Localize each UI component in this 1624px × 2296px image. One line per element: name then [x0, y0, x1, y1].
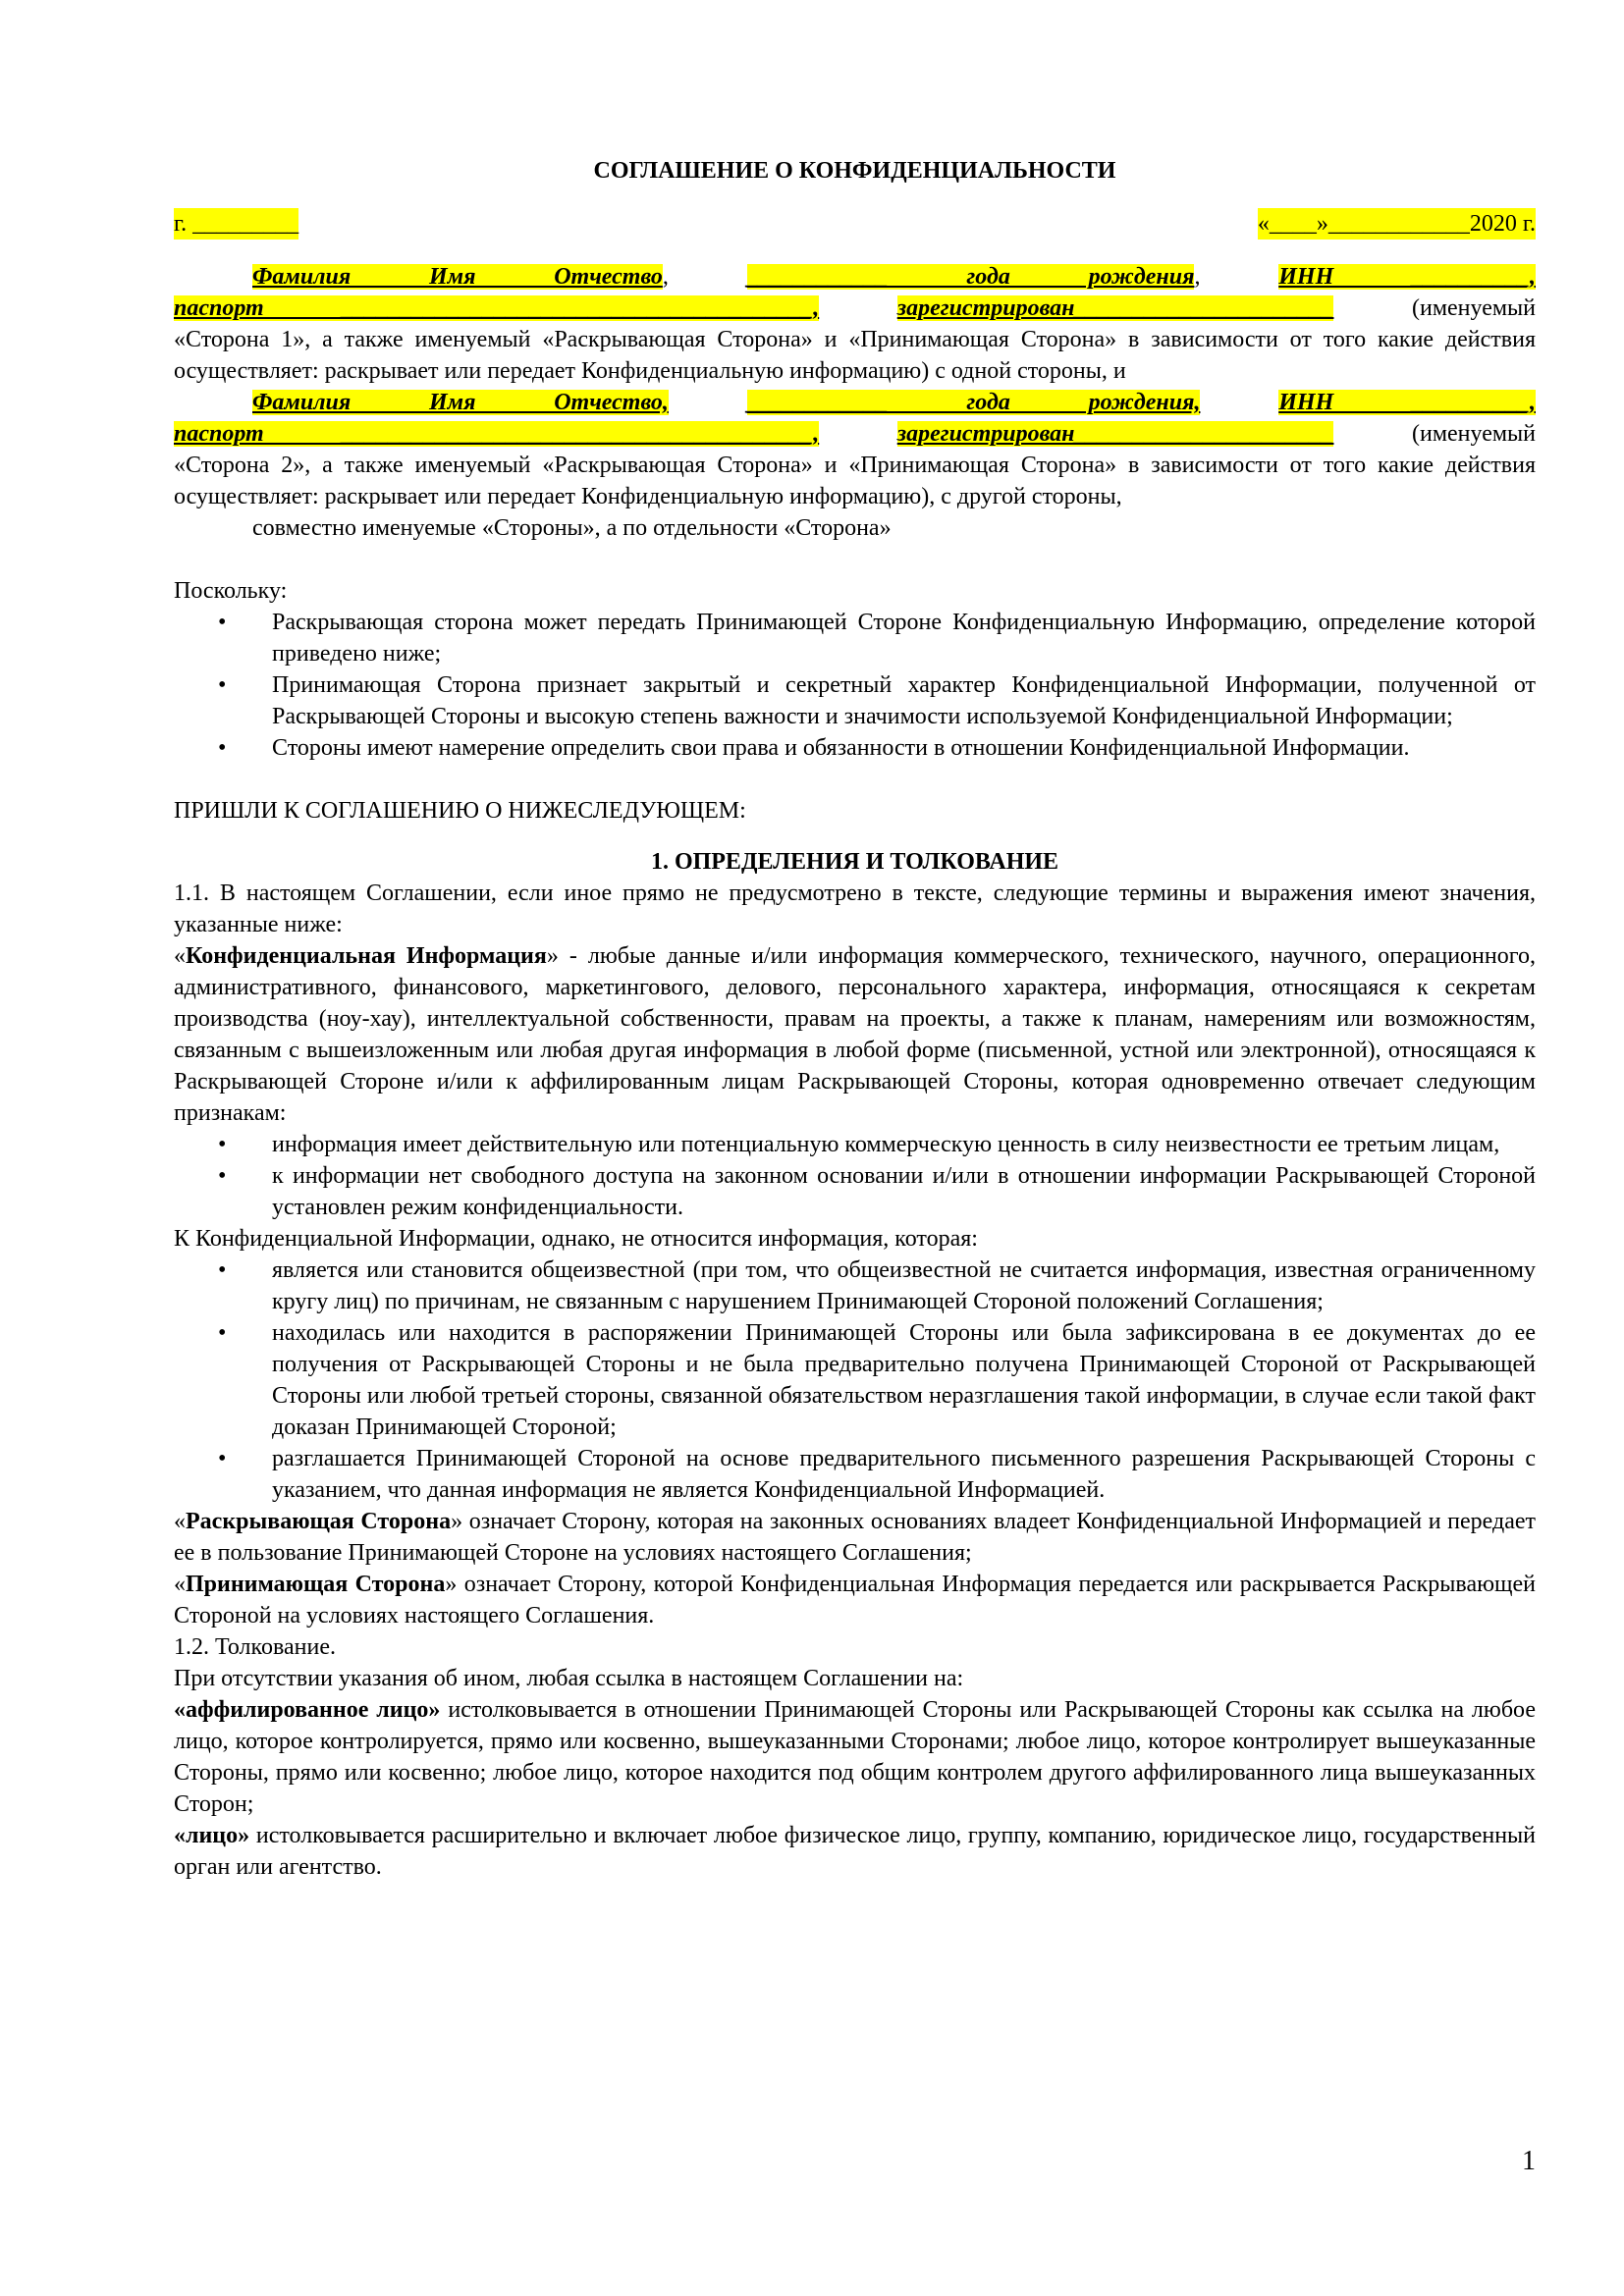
aff-def-text: истолковывается в отношении Принимающей Стороны или Раскрывающей Стороны как ссылка на любое лицо, которое контролируется, прямо или косвенно, вышеуказанными Сторонами; любое лицо, которое контролирует вышеуказанные Стороны, прямо или косвенно; любое лицо, которое находится под общим контролем другого аффилированного лица вышеуказанных Сторон;: [174, 1697, 1536, 1817]
party-1-role-start: (именуемый: [1411, 295, 1536, 321]
not-ci-list: [174, 1255, 1536, 1506]
party-2-role-start: (именуемый: [1411, 421, 1536, 447]
party-2-line-1: [174, 387, 1536, 418]
person-def-text: истолковывается расширительно и включает любое физическое лицо, группу, компанию, юридическое лицо, государственный орган или агентство.: [174, 1823, 1536, 1880]
not-ci-intro: К Конфиденциальной Информации, однако, не относится информация, которая:: [174, 1226, 978, 1252]
party-1-role-continuation: «Сторона 1», а также именуемый «Раскрывающая Сторона» и «Принимающая Сторона» в зависимости от того какие действия осуществляет: раскрывает или передает Конфиденциальную информацию) с одной стороны, и: [174, 327, 1536, 384]
person-definition: [174, 1820, 1536, 1883]
party-2-registered[interactable]: зарегистрирован______________________: [896, 421, 1334, 447]
party-1-inn[interactable]: ИНН __________,: [1278, 264, 1536, 290]
place-date-line: [174, 208, 1536, 240]
section-1-heading: 1. ОПРЕДЕЛЕНИЯ И ТОЛКОВАНИЕ: [650, 849, 1059, 875]
clause-1-2-intro: При отсутствии указания об ином, любая ссылка в настоящем Соглашении на:: [174, 1666, 964, 1691]
ds-term: Раскрывающая Сторона: [186, 1509, 452, 1534]
list-item: • Принимающая Сторона признает закрытый и секретный характер Конфиденциальной Информации, полученной от Раскрывающей Стороны и высокую степень важности и значимости используемой Конфиденциальной Информации;: [272, 669, 1536, 732]
list-item: • находилась или находится в распоряжении Принимающей Стороны или была зафиксирована в ее документах до ее получения от Раскрывающей Стороны и не была предварительно получена Принимающей Стороной от Раскрывающей Стороны или любой третьей стороны, связанной обязательством неразглашения такой информации, в случае если такой факт доказан Принимающей Стороной;: [272, 1317, 1536, 1443]
ci-def-text: - любые данные и/или информация коммерческого, технического, научного, операционного, административного, финансового, маркетингового, делового, персонального характера, информация, относящаяся к секретам производства (ноу-хау), интеллектуальной собственности, правам на проекты, а также к планам, намерениям или возможностям, связанным с вышеизложенным или любая другая информация в любой форме (письменной, устной или электронной), относящаяся к Раскрывающей Стороне и/или к аффилированным лицам Раскрывающей Стороны, которая одновременно отвечает следующим признакам:: [174, 943, 1536, 1126]
page-number: 1: [1522, 2146, 1536, 2176]
list-item: • разглашается Принимающей Стороной на основе предварительного письменного разрешения Раскрывающей Стороны с указанием, что данная информация не является Конфиденциальной Информацией.: [272, 1443, 1536, 1506]
whereas-list: [174, 607, 1536, 764]
party-1-birth-year[interactable]: ____________ года рождения: [746, 264, 1195, 290]
list-item: • Раскрывающая сторона может передать Принимающей Стороне Конфиденциальную Информацию, определение которой приведено ниже;: [272, 607, 1536, 669]
list-item: • является или становится общеизвестной (при том, что общеизвестной не считается информация, известная ограниченному кругу лиц) по причинам, не связанным с нарушением Принимающей Стороной положений Соглашения;: [272, 1255, 1536, 1317]
party-2-passport[interactable]: паспорт ________________________________________,: [174, 421, 820, 447]
date-field[interactable]: «____»____________2020 г.: [1258, 208, 1536, 240]
ci-signs-list: [174, 1129, 1536, 1223]
party-2-inn[interactable]: ИНН __________,: [1278, 390, 1536, 415]
affiliate-definition: [174, 1694, 1536, 1820]
receiving-party-definition: «Принимающая Сторона» означает Сторону, которой Конфиденциальная Информация передается или раскрывается Раскрывающей Стороной на условиях настоящего Соглашения.: [174, 1572, 1537, 1629]
party-1-line-2: [174, 293, 1536, 324]
jointly-named: совместно именуемые «Стороны», а по отдельности «Сторона»: [252, 515, 892, 541]
disclosing-party-definition: «Раскрывающая Сторона» означает Сторону, которая на законных основаниях владеет Конфиденциальной Информацией и передает ее в пользование Принимающей Стороне на условиях настоящего Соглашения;: [174, 1509, 1537, 1566]
person-term: «лицо»: [174, 1823, 250, 1848]
clause-1-1: 1.1. В настоящем Соглашении, если иное прямо не предусмотрено в тексте, следующие термины и выражения имеют значения, указанные ниже:: [174, 881, 1536, 937]
rs-term: Принимающая Сторона: [186, 1572, 446, 1597]
city-field[interactable]: г. _________: [174, 208, 298, 240]
list-item: • к информации нет свободного доступа на законном основании и/или в отношении информации Раскрывающей Стороной установлен режим конфиденциальности.: [272, 1160, 1536, 1223]
party-1-block: [174, 261, 1536, 387]
party-2-block: [174, 387, 1536, 544]
aff-term: «аффилированное лицо»: [174, 1697, 441, 1723]
party-1-name[interactable]: Фамилия Имя Отчество: [252, 264, 663, 290]
list-item: • информация имеет действительную или потенциальную коммерческую ценность в силу неизвестности ее третьим лицам,: [272, 1129, 1536, 1160]
party-1-line-1: Фамилия Имя Отчество, ____________ года рождения, ИНН __________,: [252, 264, 1536, 290]
whereas-intro: Поскольку:: [174, 578, 288, 604]
party-1-registered[interactable]: зарегистрирован______________________: [896, 295, 1334, 321]
party-2-line-2: [174, 418, 1536, 450]
party-2-name[interactable]: Фамилия Имя Отчество,: [252, 390, 669, 415]
party-2-birth-year[interactable]: ____________ года рождения,: [746, 390, 1201, 415]
ci-term: Конфиденциальная Информация: [186, 943, 547, 969]
ds-def-text: означает Сторону, которая на законных основаниях владеет Конфиденциальной Информацией и передает ее в пользование Принимающей Стороне на условиях настоящего Соглашения;: [174, 1509, 1537, 1566]
agreed-heading: ПРИШЛИ К СОГЛАШЕНИЮ О НИЖЕСЛЕДУЮЩЕМ:: [174, 798, 746, 824]
document-title: СОГЛАШЕНИЕ О КОНФИДЕНЦИАЛЬНОСТИ: [593, 158, 1116, 184]
party-1-passport[interactable]: паспорт ________________________________________,: [174, 295, 820, 321]
rs-def-text: означает Сторону, которой Конфиденциальная Информация передается или раскрывается Раскрывающей Стороной на условиях настоящего Соглашения.: [174, 1572, 1537, 1629]
list-item: • Стороны имеют намерение определить свои права и обязанности в отношении Конфиденциальной Информации.: [272, 732, 1536, 764]
clause-1-2: 1.2. Толкование.: [174, 1634, 336, 1660]
party-2-role-continuation: «Сторона 2», а также именуемый «Раскрывающая Сторона» и «Принимающая Сторона» в зависимости от того какие действия осуществляет: раскрывает или передает Конфиденциальную информацию), с другой стороны,: [174, 453, 1536, 509]
ci-definition: «Конфиденциальная Информация» - любые данные и/или информация коммерческого, технического, научного, операционного, административного, финансового, маркетингового, делового, персонального характера, информация, относящаяся к секретам производства (ноу-хау), интеллектуальной собственности, правам на проекты, а также к планам, намерениям или возможностям, связанным с вышеизложенным или любая другая информация в любой форме (письменной, устной или электронной), относящаяся к Раскрывающей Стороне и/или к аффилированным лицам Раскрывающей Стороны, которая одновременно отвечает следующим признакам:: [174, 943, 1536, 1126]
page-body: [174, 149, 1536, 1883]
